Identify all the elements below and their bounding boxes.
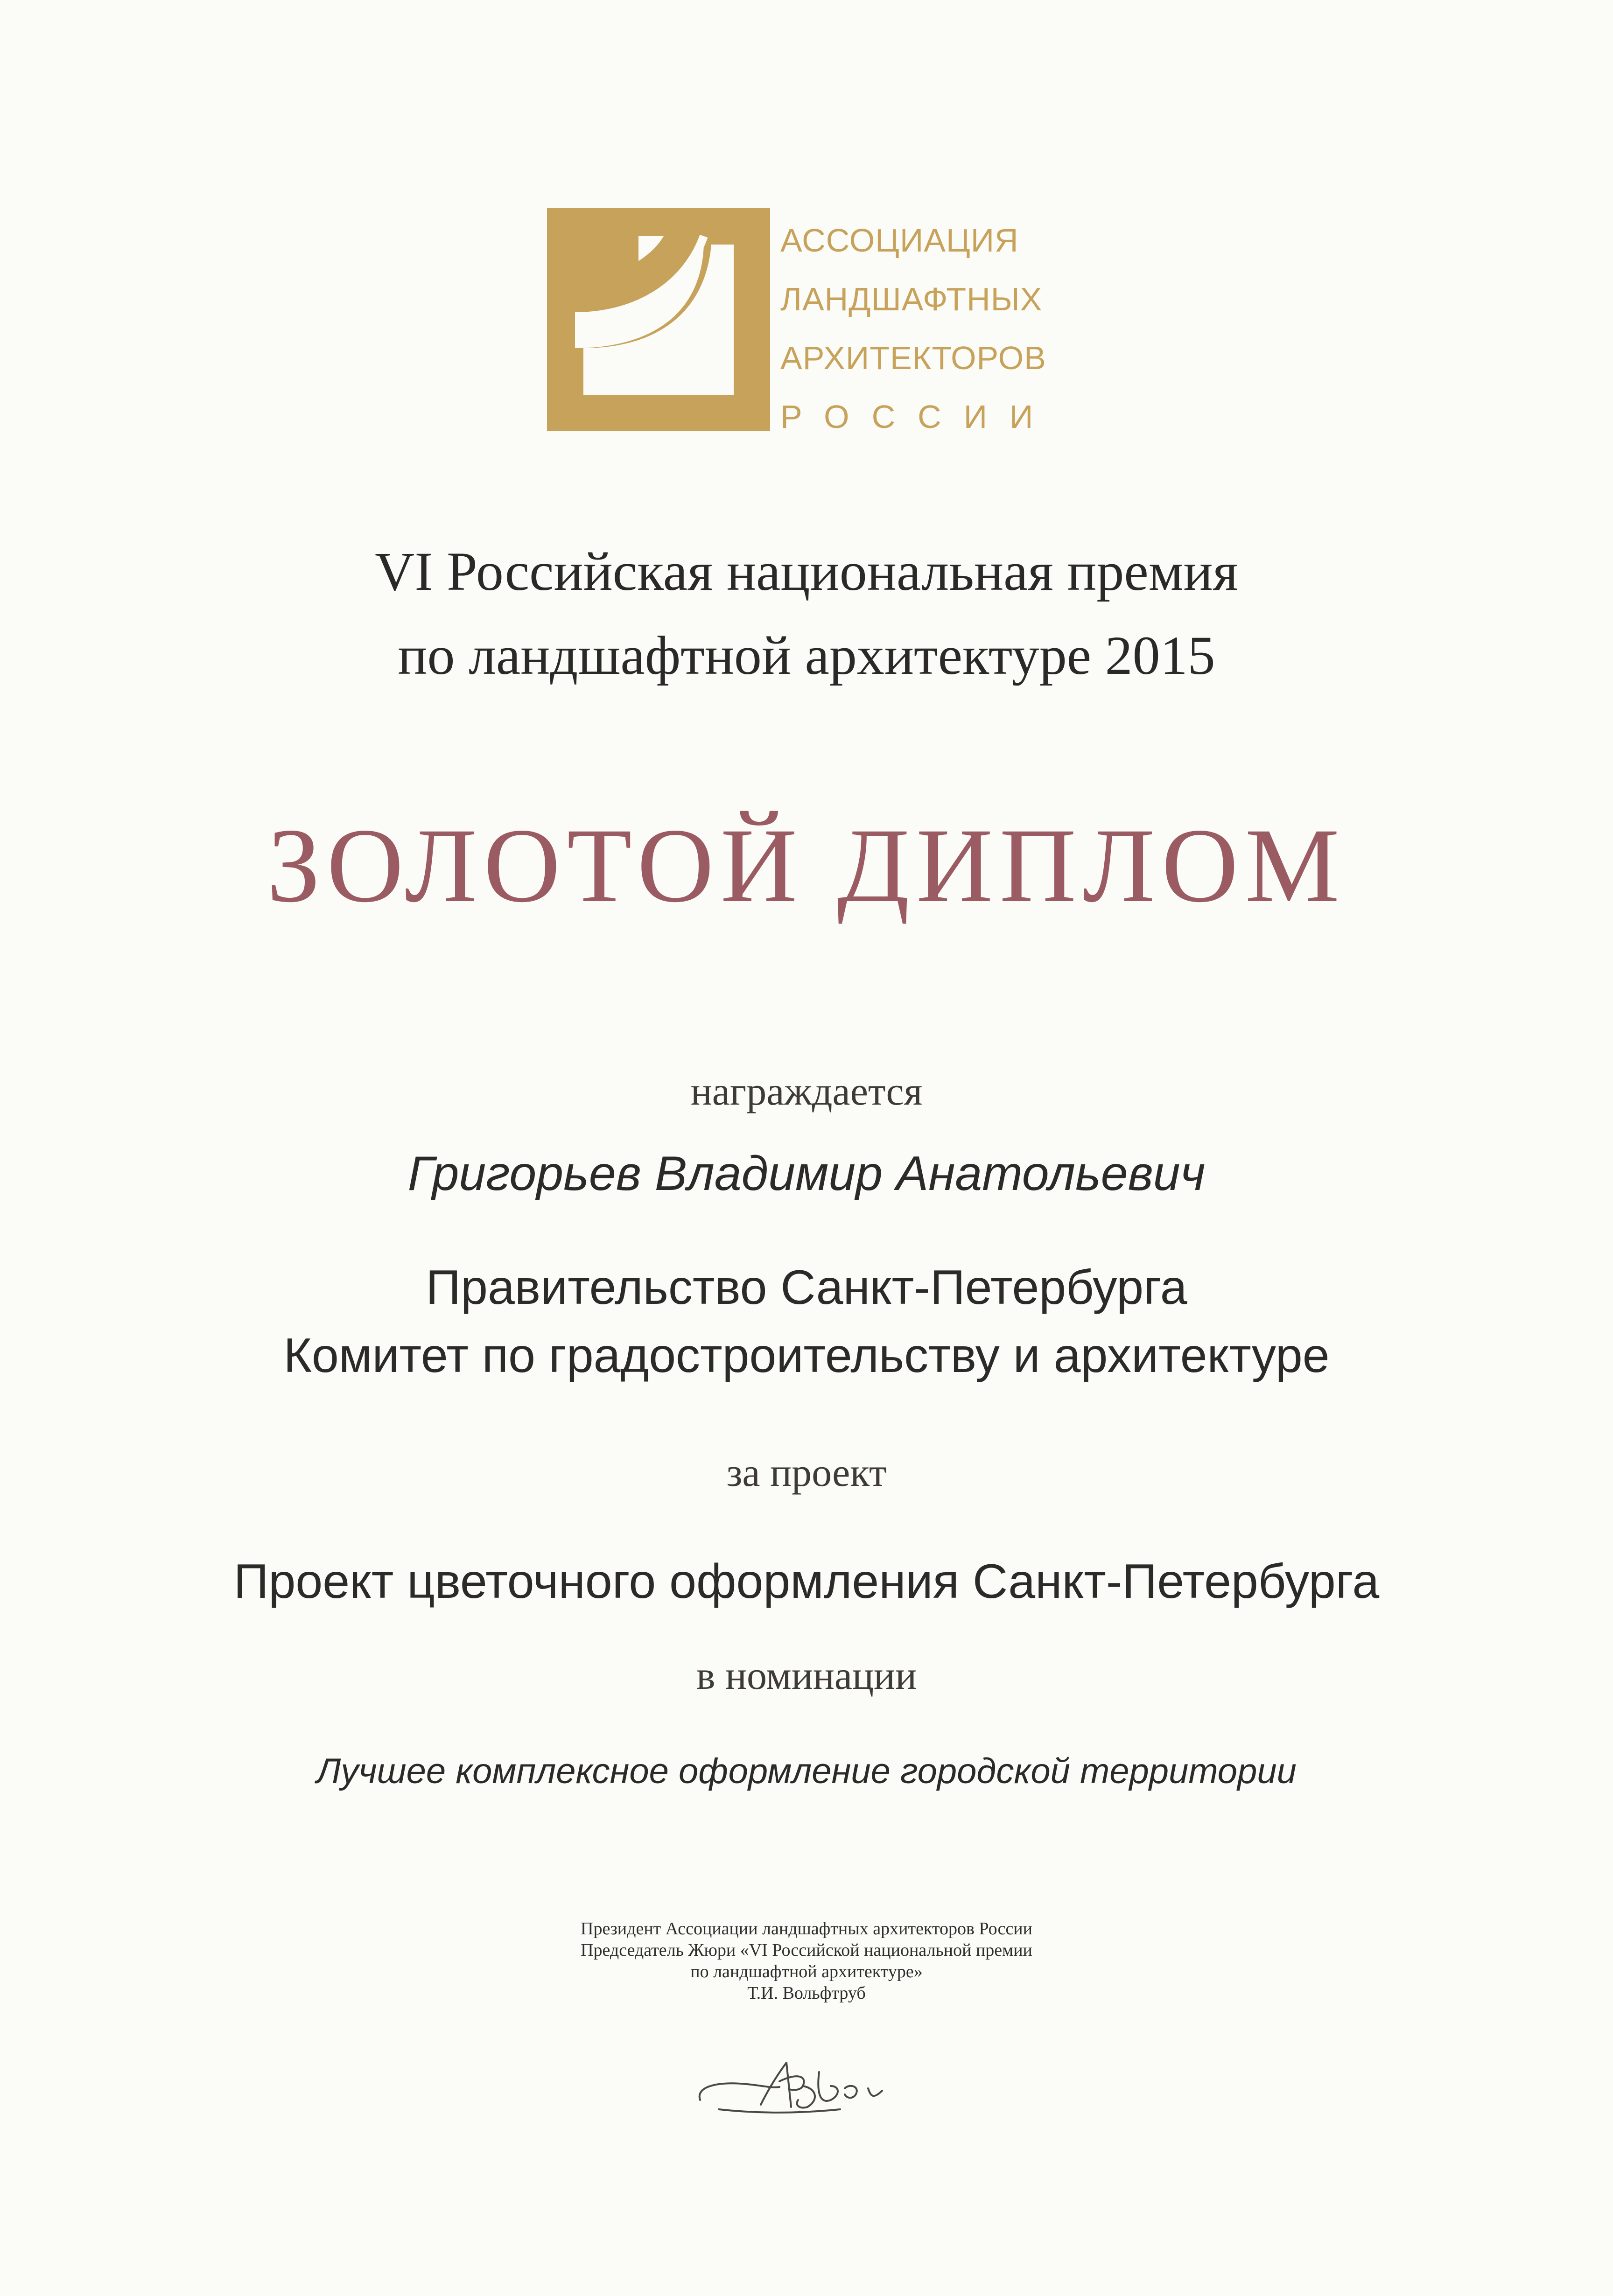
signatory-block xyxy=(0,1918,1613,2004)
signatory-line-3: по ландшафтной архитектуре» xyxy=(690,1962,923,1981)
handwritten-signature xyxy=(691,2044,924,2123)
award-title-line-2: по ландшафтной архитектуре 2015 xyxy=(398,625,1215,686)
association-logo-icon xyxy=(547,208,770,431)
logo-text-line-1: АССОЦИАЦИЯ xyxy=(780,222,1019,259)
organization-line-1: Правительство Санкт-Петербурга xyxy=(426,1260,1187,1315)
award-title-line-1: VI Российская национальная премия xyxy=(375,541,1238,602)
nomination-name: Лучшее комплексное оформление городской территории xyxy=(316,1751,1297,1791)
award-title xyxy=(0,530,1613,698)
logo-text-line-4: РОССИИ xyxy=(780,399,1056,435)
signatory-line-2: Председатель Жюри «VI Российской национальной премии xyxy=(581,1940,1032,1960)
project-label: за проект xyxy=(726,1450,887,1495)
logo-text-line-3: АРХИТЕКТОРОВ xyxy=(780,340,1046,376)
recipient-name: Григорьев Владимир Анатольевич xyxy=(407,1147,1206,1201)
project-name: Проект цветочного оформления Санкт-Петербурга xyxy=(233,1554,1380,1609)
diploma-title: ЗОЛОТОЙ ДИПЛОМ xyxy=(266,807,1347,924)
logo-text-line-2: ЛАНДШАФТНЫХ xyxy=(780,281,1043,317)
association-logo-text xyxy=(780,211,1079,446)
nomination-label: в номинации xyxy=(696,1653,917,1698)
organization-line-2: Комитет по градостроительству и архитектуре xyxy=(283,1329,1330,1383)
signatory-line-1: Президент Ассоциации ландшафтных архитекторов России xyxy=(581,1919,1032,1939)
awarded-label: награждается xyxy=(690,1069,923,1113)
signatory-name: Т.И. Вольфтруб xyxy=(747,1983,866,2003)
